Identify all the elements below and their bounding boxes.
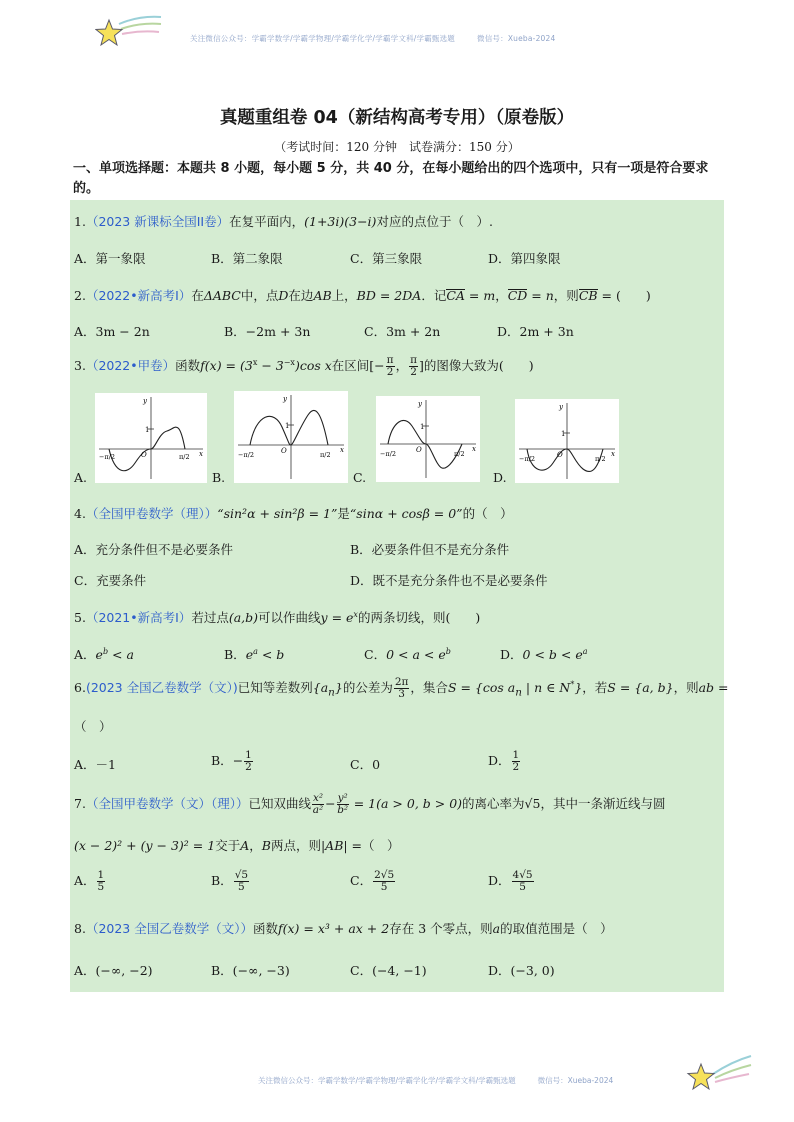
option-b: B．第二象限 xyxy=(211,251,283,266)
question-8: 8.（2023 全国乙卷数学（文））函数f(x) = x³ + ax + 2存在 3 个零点，则a的取值范围是（ ） xyxy=(74,921,613,936)
question-4: 4.（全国甲卷数学（理））“sin²α + sin²β = 1”是“sinα + cosβ = 0”的（ ） xyxy=(74,506,513,521)
exam-info: （考试时间：120 分钟 试卷满分：150 分） xyxy=(274,140,520,154)
option-a: A．充分条件但不是必要条件 xyxy=(74,542,234,557)
question-4-options-row1 xyxy=(74,540,714,558)
option-d: D．$0 < b < e^a$ xyxy=(500,646,588,662)
question-5-options xyxy=(74,645,714,665)
svg-text:y: y xyxy=(559,403,563,411)
svg-text:−π/2: −π/2 xyxy=(99,453,116,461)
svg-text:1: 1 xyxy=(420,423,425,431)
question-7-options xyxy=(74,870,714,900)
option-c: C．3m + 2n xyxy=(364,324,441,339)
option-b: B．−2m + 3n xyxy=(224,324,311,339)
graph-a xyxy=(95,393,207,483)
svg-text:1: 1 xyxy=(145,426,150,434)
svg-text:y: y xyxy=(418,400,422,408)
svg-text:x: x xyxy=(611,450,615,458)
svg-text:1: 1 xyxy=(285,422,290,430)
option-c: C． $\frac{2√5}{5}$ xyxy=(350,869,395,893)
question-7: 7.（全国甲卷数学（文）（理））已知双曲线 $\frac{\text{x²}}{\text{a²}}$ − $\frac{\text{y²}}{\text{b²}}$ = 1(a > 0, b > 0)的离心率为√5，其中一条渐近线与圆 xyxy=(74,792,666,816)
question-2: 2.（2022•新高考I）在ΔABC中，点D在边AB上，BD = 2DA．记CA = m，CD = n，则CB = ( ) xyxy=(74,288,651,303)
graph-c xyxy=(376,396,480,482)
svg-text:π/2: π/2 xyxy=(595,455,606,463)
option-a: A．－1 xyxy=(74,757,116,772)
svg-text:π/2: π/2 xyxy=(454,450,465,458)
option-b: B．$e^a < b$ xyxy=(224,646,285,662)
question-6-paren: （ ） xyxy=(74,719,112,734)
question-5: 5.（2021•新高考I）若过点(a,b)可以作曲线$y = e^x$的两条切线，则( ) xyxy=(74,609,481,625)
svg-text:O: O xyxy=(281,447,287,455)
question-3: 3.（2022•甲卷）函数$f(x) = (3^x - 3^{-x})\cos$ x在区间[− $\frac{\pi}{2}$ ， $\frac{\pi}{2}$ ]的图像大致为( ) xyxy=(74,354,534,378)
footer-follow-text: 关注微信公众号：学霸学数学/学霸学物理/学霸学化学/学霸学文科/学霸甄选题 微信号：Xueba-2024 xyxy=(258,1076,614,1085)
star-icon xyxy=(95,14,165,56)
option-d: D． $\frac{1}{2}$ xyxy=(488,749,520,773)
option-d: D． $\frac{4√5}{5}$ xyxy=(488,869,533,893)
option-a: A．$e^b < a$ xyxy=(74,646,134,662)
header-follow-text: 关注微信公众号：学霸学数学/学霸学物理/学霸学化学/学霸学文科/学霸甄选题 微信号：Xueba-2024 xyxy=(190,34,556,43)
svg-text:O: O xyxy=(557,451,563,459)
option-d: D．(−3, 0) xyxy=(488,963,555,978)
section-heading: 一、单项选择题：本题共 8 小题，每小题 5 分，共 40 分，在每小题给出的四个选项中，只有一项是符合要求的。 xyxy=(73,161,709,196)
question-4-options-row2 xyxy=(74,571,714,589)
svg-text:−π/2: −π/2 xyxy=(238,451,255,459)
svg-text:O: O xyxy=(416,446,422,454)
option-a: A． $\frac{1}{5}$ xyxy=(74,869,105,893)
option-b: B．必要条件但不是充分条件 xyxy=(350,542,510,557)
option-b: B． $\frac{√5}{5}$ xyxy=(211,869,249,893)
option-c-label: C. xyxy=(353,470,367,485)
svg-text:y: y xyxy=(143,397,147,405)
option-c: C．第三象限 xyxy=(350,251,423,266)
option-c: C．$0 < a < e^b$ xyxy=(364,646,451,662)
page-title: 真题重组卷 04（新结构高考专用）（原卷版） xyxy=(219,108,575,128)
option-d: D．第四象限 xyxy=(488,251,561,266)
option-c: C．0 xyxy=(350,757,381,772)
svg-text:π/2: π/2 xyxy=(320,451,331,459)
svg-text:y: y xyxy=(283,395,287,403)
question-6: 6.(2023 全国乙卷数学（文）)已知等差数列$\{a_n\}$的公差为 $\frac{2\pi}{3}$ ，集合S = {cos $a_n$ | n ∈ N*}，若S = {a, b}，则ab = xyxy=(74,676,729,700)
question-2-options xyxy=(74,322,714,340)
question-8-options xyxy=(74,961,714,979)
option-c: C．充要条件 xyxy=(74,573,147,588)
graph-b xyxy=(234,391,348,483)
svg-text:1: 1 xyxy=(561,430,566,438)
svg-text:−π/2: −π/2 xyxy=(380,450,397,458)
option-b: B．(−∞, −3) xyxy=(211,963,290,978)
option-b: B．− $\frac{1}{2}$ xyxy=(211,749,252,773)
question-7-line2: (x − 2)² + (y − 3)² = 1交于A，B两点，则|AB| =（ ） xyxy=(74,838,400,853)
svg-text:π/2: π/2 xyxy=(179,453,190,461)
option-a: A．(−∞, −2) xyxy=(74,963,153,978)
svg-text:−π/2: −π/2 xyxy=(519,455,536,463)
option-a: A．第一象限 xyxy=(74,251,146,266)
graph-d xyxy=(515,399,619,483)
option-c: C．(−4, −1) xyxy=(350,963,427,978)
option-b-label: B. xyxy=(212,470,226,485)
option-d: D．既不是充分条件也不是必要条件 xyxy=(350,573,548,588)
star-icon xyxy=(685,1050,755,1094)
option-a-label: A. xyxy=(74,470,88,485)
option-d: D．2m + 3n xyxy=(497,324,574,339)
svg-text:x: x xyxy=(199,450,203,458)
option-d-label: D. xyxy=(493,470,507,485)
question-1: 1.（2023 新课标全国II卷）在复平面内，(1+3i)(3−i)对应的点位于（ ）. xyxy=(74,214,493,229)
svg-text:O: O xyxy=(141,451,147,459)
option-a: A．3m − 2n xyxy=(74,324,150,339)
svg-text:x: x xyxy=(472,445,476,453)
question-6-options xyxy=(74,750,714,778)
svg-text:x: x xyxy=(340,446,344,454)
question-1-options xyxy=(74,249,714,267)
